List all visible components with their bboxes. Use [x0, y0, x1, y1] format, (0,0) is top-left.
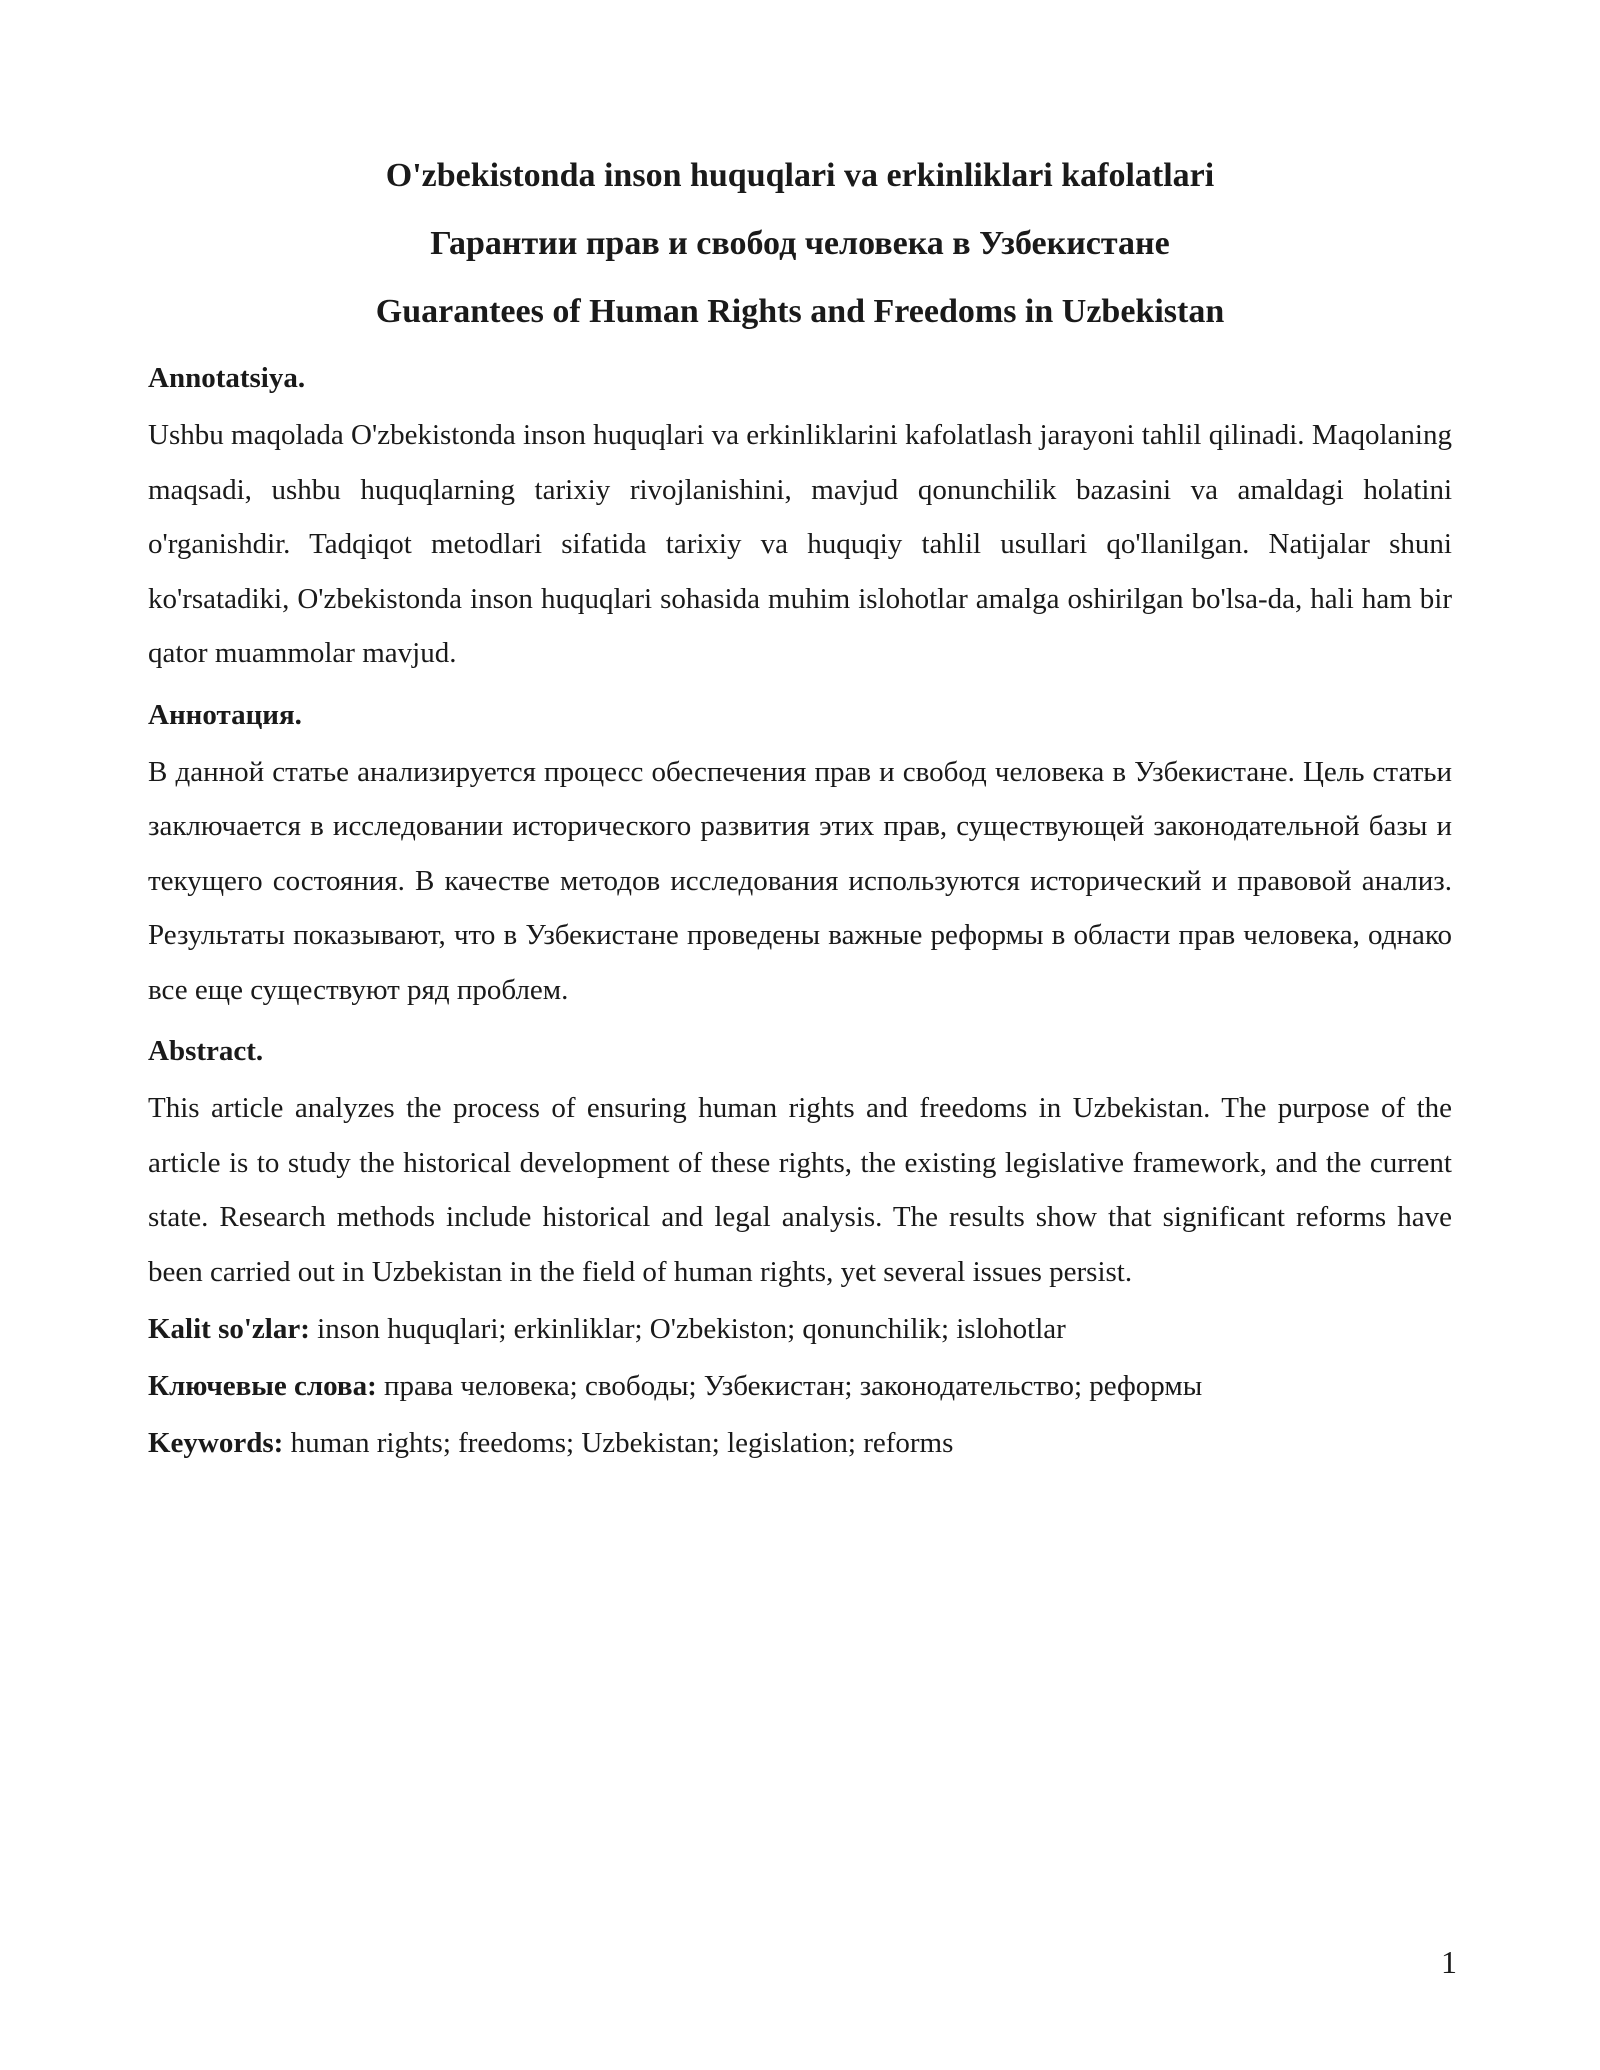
- abstract-en-text: This article analyzes the process of ensuring human rights and freedoms in Uzbekistan. The purpose of the article is to study the historical development of these rights, the existing legislative framework, and the current state. Research methods include historical and legal analysis. The results show that significant reforms have been carried out in Uzbekistan in the field of human rights, yet several issues persist.: [148, 1092, 1452, 1288]
- abstract-en-section: [148, 1031, 1452, 1299]
- abstract-ru-section: [148, 695, 1452, 1018]
- abstract-uz-section: [148, 358, 1452, 681]
- keywords-uz-label: Kalit so'zlar:: [148, 1313, 310, 1345]
- abstract-uz-text: Ushbu maqolada O'zbekistonda inson huquqlari va erkinliklarini kafolatlash jarayoni tahlil qilinadi. Maqolaning maqsadi, ushbu huquqlarning tarixiy rivojlanishini, mavjud qonunchilik bazasini va amaldagi holatini o'rganishdir. Tadqiqot metodlari sifatida tarixiy va huquqiy tahlil usullari qo'llanilgan. Natijalar shuni ko'rsatadiki, O'zbekistonda inson huquqlari sohasida muhim islohotlar amalga oshirilgan bo'lsa-da, hali ham bir qator muammolar mavjud.: [148, 419, 1452, 669]
- keywords-en: [148, 1415, 1452, 1472]
- abstract-en-heading: Abstract.: [148, 1035, 264, 1067]
- page-number: 1: [1441, 1944, 1457, 1980]
- title-en: Guarantees of Human Rights and Freedoms in Uzbekistan: [375, 293, 1225, 330]
- keywords-uz-text: inson huquqlari; erkinliklar; O'zbekiston; qonunchilik; islohotlar: [309, 1313, 1066, 1345]
- title-ru: Гарантии прав и свобод человека в Узбекистане: [430, 225, 1170, 262]
- abstract-ru-text: В данной статье анализируется процесс обеспечения прав и свобод человека в Узбекистане. Цель статьи заключается в исследовании исторического развития этих прав, существующей законодательной базы и текущего состояния. В качестве методов исследования используются исторический и правовой анализ. Результаты показывают, что в Узбекистане проведены важные реформы в области прав человека, однако все еще существуют ряд проблем.: [148, 755, 1452, 1006]
- keywords-ru-label: Ключевые слова:: [148, 1370, 377, 1402]
- document-page: [148, 142, 1452, 1472]
- keywords-uz: [148, 1301, 1452, 1358]
- abstract-ru-heading: Аннотация.: [148, 698, 302, 731]
- keywords-block: [148, 1301, 1452, 1472]
- keywords-en-label: Keywords:: [148, 1427, 284, 1459]
- title-uz: O'zbekistonda inson huquqlari va erkinliklari kafolatlari: [385, 157, 1215, 194]
- keywords-en-text: human rights; freedoms; Uzbekistan; legislation; reforms: [283, 1427, 954, 1459]
- abstract-uz-heading: Annotatsiya.: [148, 362, 306, 394]
- keywords-ru: [148, 1358, 1452, 1415]
- keywords-ru-text: права человека; свободы; Узбекистан; законодательство; реформы: [376, 1370, 1203, 1402]
